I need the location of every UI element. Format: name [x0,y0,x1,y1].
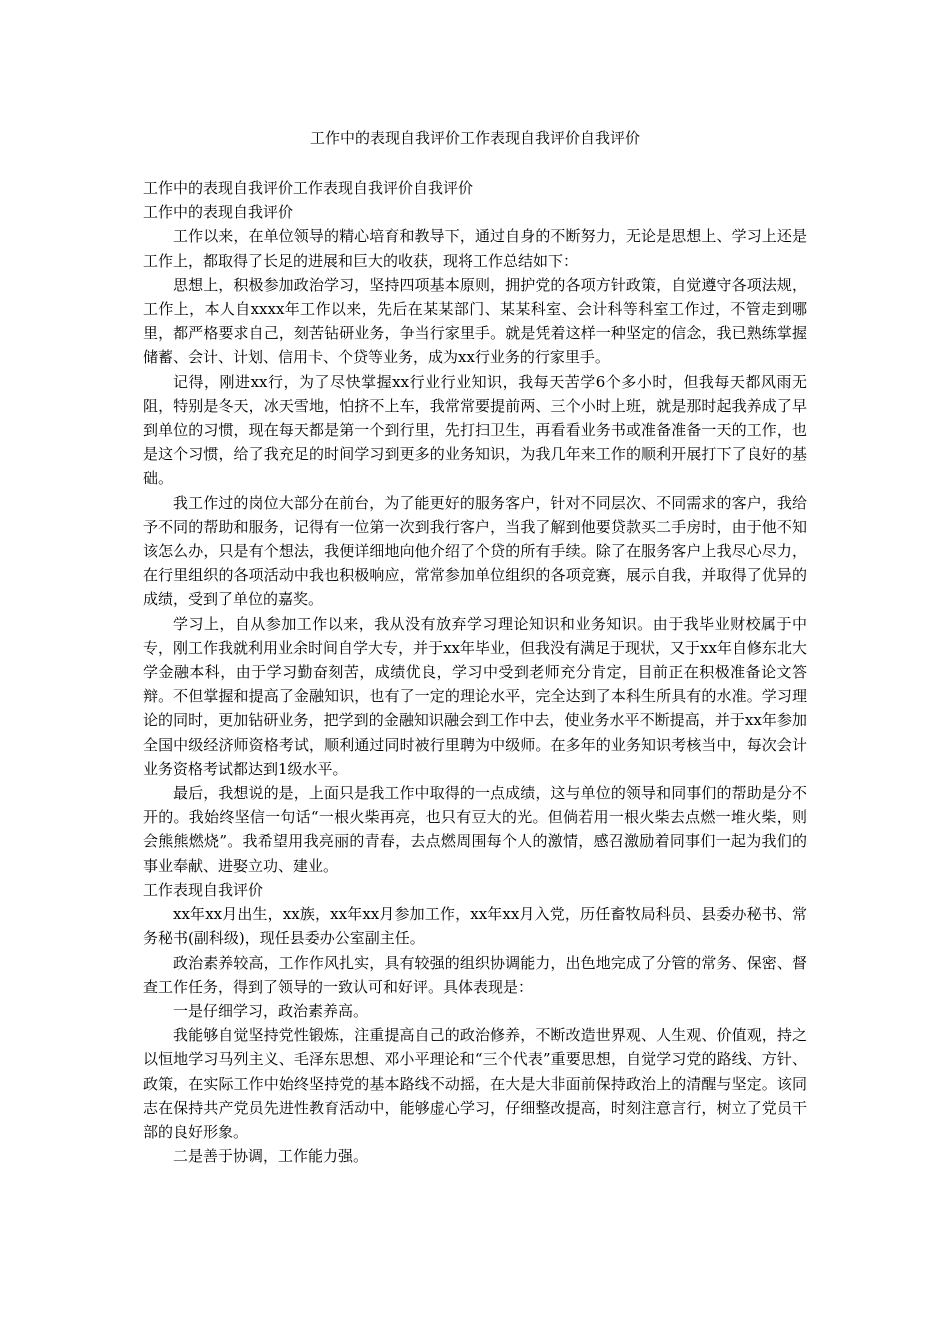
body-paragraph: 工作以来，在单位领导的精心培育和教导下，通过自身的不断努力，无论是思想上、学习上还是工作上，都取得了长足的进展和巨大的收获，现将工作总结如下： [143,227,807,270]
document-title: 工作中的表现自我评价工作表现自我评价自我评价 [309,129,640,147]
body-paragraph: 学习上，自从参加工作以来，我从没有放弃学习理论知识和业务知识。由于我毕业财校属于中专，刚工作我就利用业余时间自学大专，并于xx年毕业，但我没有满足于现状，又于xx年自修东北大学金融本科，由于学习勤奋刻苦，成绩优良，学习中受到老师充分肯定，目前正在积极准备论文答辩。不但掌握和提高了金融知识，也有了一定的理论水平，完全达到了本科生所具有的水准。学习理论的同时，更加钻研业务，把学到的金融知识融会到工作中去，使业务水平不断提高，并于xx年参加全国中级经济师资格考试，顺利通过同时被行里聘为中级师。在多年的业务知识考核当中，每次会计业务资格考试都达到1级水平。 [143,614,807,778]
body-paragraph: 我工作过的岗位大部分在前台，为了能更好的服务客户，针对不同层次、不同需求的客户，我给予不同的帮助和服务，记得有一位第一次到我行客户，当我了解到他要贷款买二手房时，由于他不知该怎么办，只是有个想法，我便详细地向他介绍了个贷的所有手续。除了在服务客户上我尽心尽力，在行里组织的各项活动中我也积极响应，常常参加单位组织的各项竞赛，展示自我，并取得了优异的成绩，受到了单位的嘉奖。 [143,493,807,609]
body-paragraph: 记得，刚进xx行，为了尽快掌握xx行业行业知识，我每天苦学6个多小时，但我每天都风雨无阻，特别是冬天，冰天雪地，怕挤不上车，我常常要提前两、三个小时上班，就是那时起我养成了早到单位的习惯，现在每天都是第一个到行里，先打扫卫生，再看看业务书或准备准备一天的工作，也是这个习惯，给了我充足的时间学习到更多的业务知识，为我几年来工作的顺利开展打下了良好的基础。 [143,372,807,488]
section-heading: 工作表现自我评价 [143,880,264,899]
body-paragraph: 一是仔细学习，政治素养高。 [173,1001,369,1020]
section-heading: 工作中的表现自我评价工作表现自我评价自我评价 [143,179,474,197]
body-paragraph: 思想上，积极参加政治学习，坚持四项基本原则，拥护党的各项方针政策，自觉遵守各项法规，工作上，本人自xxxx年工作以来，先后在某某部门、某某科室、会计科等科室工作过，不管走到哪里，都严格要求自己，刻苦钻研业务，争当行家里手。就是凭着这样一种坚定的信念，我已熟练掌握储蓄、会计、计划、信用卡、个贷等业务，成为xx行业务的行家里手。 [143,275,807,367]
document-body [143,176,807,1168]
body-paragraph: 二是善于协调，工作能力强。 [173,1147,369,1166]
body-paragraph: 最后，我想说的是，上面只是我工作中取得的一点成绩，这与单位的领导和同事们的帮助是分不开的。我始终坚信一句话“一根火柴再亮，也只有豆大的光。但倘若用一根火柴去点燃一堆火柴，则会熊熊燃烧”。我希望用我亮丽的青春，去点燃周围每个人的激情，感召激励着同事们一起为我们的事业奉献、进娶立功、建业。 [143,784,807,875]
section-heading: 工作中的表现自我评价 [143,203,294,222]
body-paragraph: 政治素养较高，工作作风扎实，具有较强的组织协调能力，出色地完成了分管的常务、保密、督查工作任务，得到了领导的一致认可和好评。具体表现是： [143,953,807,996]
body-paragraph: 我能够自觉坚持党性锻炼，注重提高自己的政治修养，不断改造世界观、人生观、价值观，持之以恒地学习马列主义、毛泽东思想、邓小平理论和“三个代表”重要思想，自觉学习党的路线、方针、政策，在实际工作中始终坚持党的基本路线不动摇，在大是大非面前保持政治上的清醒与坚定。该同志在保持共产党员先进性教育活动中，能够虚心学习，仔细整改提高，时刻注意言行，树立了党员干部的良好形象。 [143,1026,807,1141]
body-paragraph: xx年xx月出生，xx族，xx年xx月参加工作，xx年xx月入党，历任畜牧局科员、县委办秘书、常务秘书(副科级)，现任县委办公室副主任。 [143,905,807,948]
